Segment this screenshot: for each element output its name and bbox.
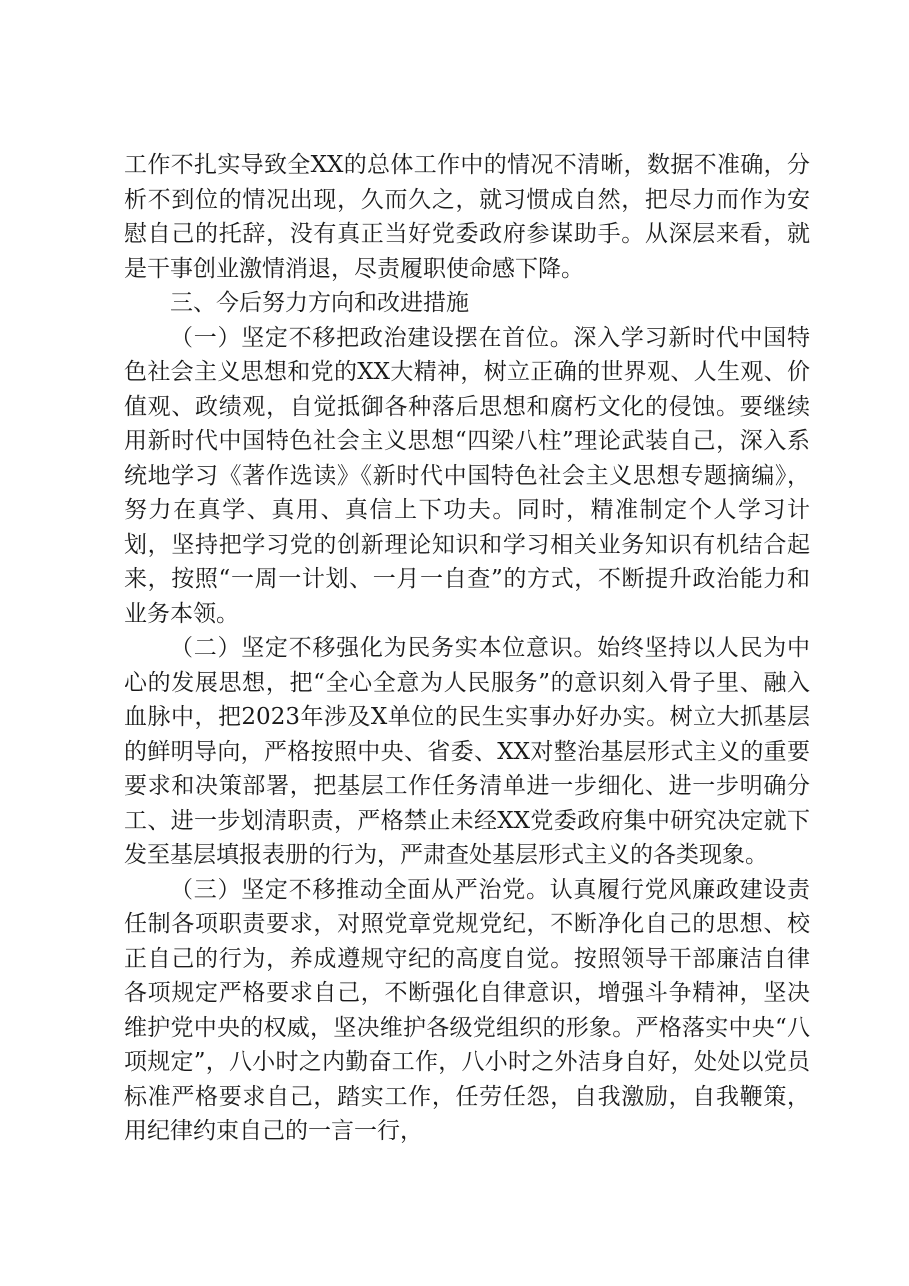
paragraph-political-building: （一）坚定不移把政治建设摆在首位。深入学习新时代中国特色社会主义思想和党的XX大精神，树立正确的世界观、人生观、价值观、政绩观，自觉抵御各种落后思想和腐朽文化的侵蚀。要继续用新时代中国特色社会主义思想“四梁八柱”理论武装自己，深入系统地学习《著作选读》《新时代中国特色社会主义思想专题摘编》，努力在真学、真用、真信上下功夫。同时，精准制定个人学习计划，坚持把学习党的创新理论知识和学习相关业务知识有机结合起来，按照“一周一计划、一月一自查”的方式，不断提升政治能力和业务本领。 [124, 324, 810, 627]
document-body [124, 148, 810, 1149]
paragraph-continuation: 工作不扎实导致全XX的总体工作中的情况不清晰，数据不准确，分析不到位的情况出现，久而久之，就习惯成自然，把尽力而作为安慰自己的托辞，没有真正当好党委政府参谋助手。从深层来看，就是干事创业激情消退，尽责履职使命感下降。 [124, 152, 810, 282]
section-heading: 三、今后努力方向和改进措施 [170, 290, 469, 316]
paragraph-strict-party-governance: （三）坚定不移推动全面从严治党。认真履行党风廉政建设责任制各项职责要求，对照党章党规党纪，不断净化自己的思想、校正自己的行为，养成遵规守纪的高度自觉。按照领导干部廉洁自律各项规定严格要求自己，不断强化自律意识，增强斗争精神，坚决维护党中央的权威，坚决维护各级党组织的形象。严格落实中央“八项规定”，八小时之内勤奋工作，八小时之外洁身自好，处处以党员标准严格要求自己，踏实工作，任劳任怨，自我激励，自我鞭策，用纪律约束自己的一言一行， [124, 876, 810, 1144]
paragraph-serve-people: （二）坚定不移强化为民务实本位意识。始终坚持以人民为中心的发展思想，把“全心全意为人民服务”的意识刻入骨子里、融入血脉中，把2023年涉及X单位的民生实事办好办实。树立大抓基层的鲜明导向，严格按照中央、省委、XX对整治基层形式主义的重要要求和决策部署，把基层工作任务清单进一步细化、进一步明确分工、进一步划清职责，严格禁止未经XX党委政府集中研究决定就下发至基层填报表册的行为，严肃查处基层形式主义的各类现象。 [124, 635, 810, 868]
